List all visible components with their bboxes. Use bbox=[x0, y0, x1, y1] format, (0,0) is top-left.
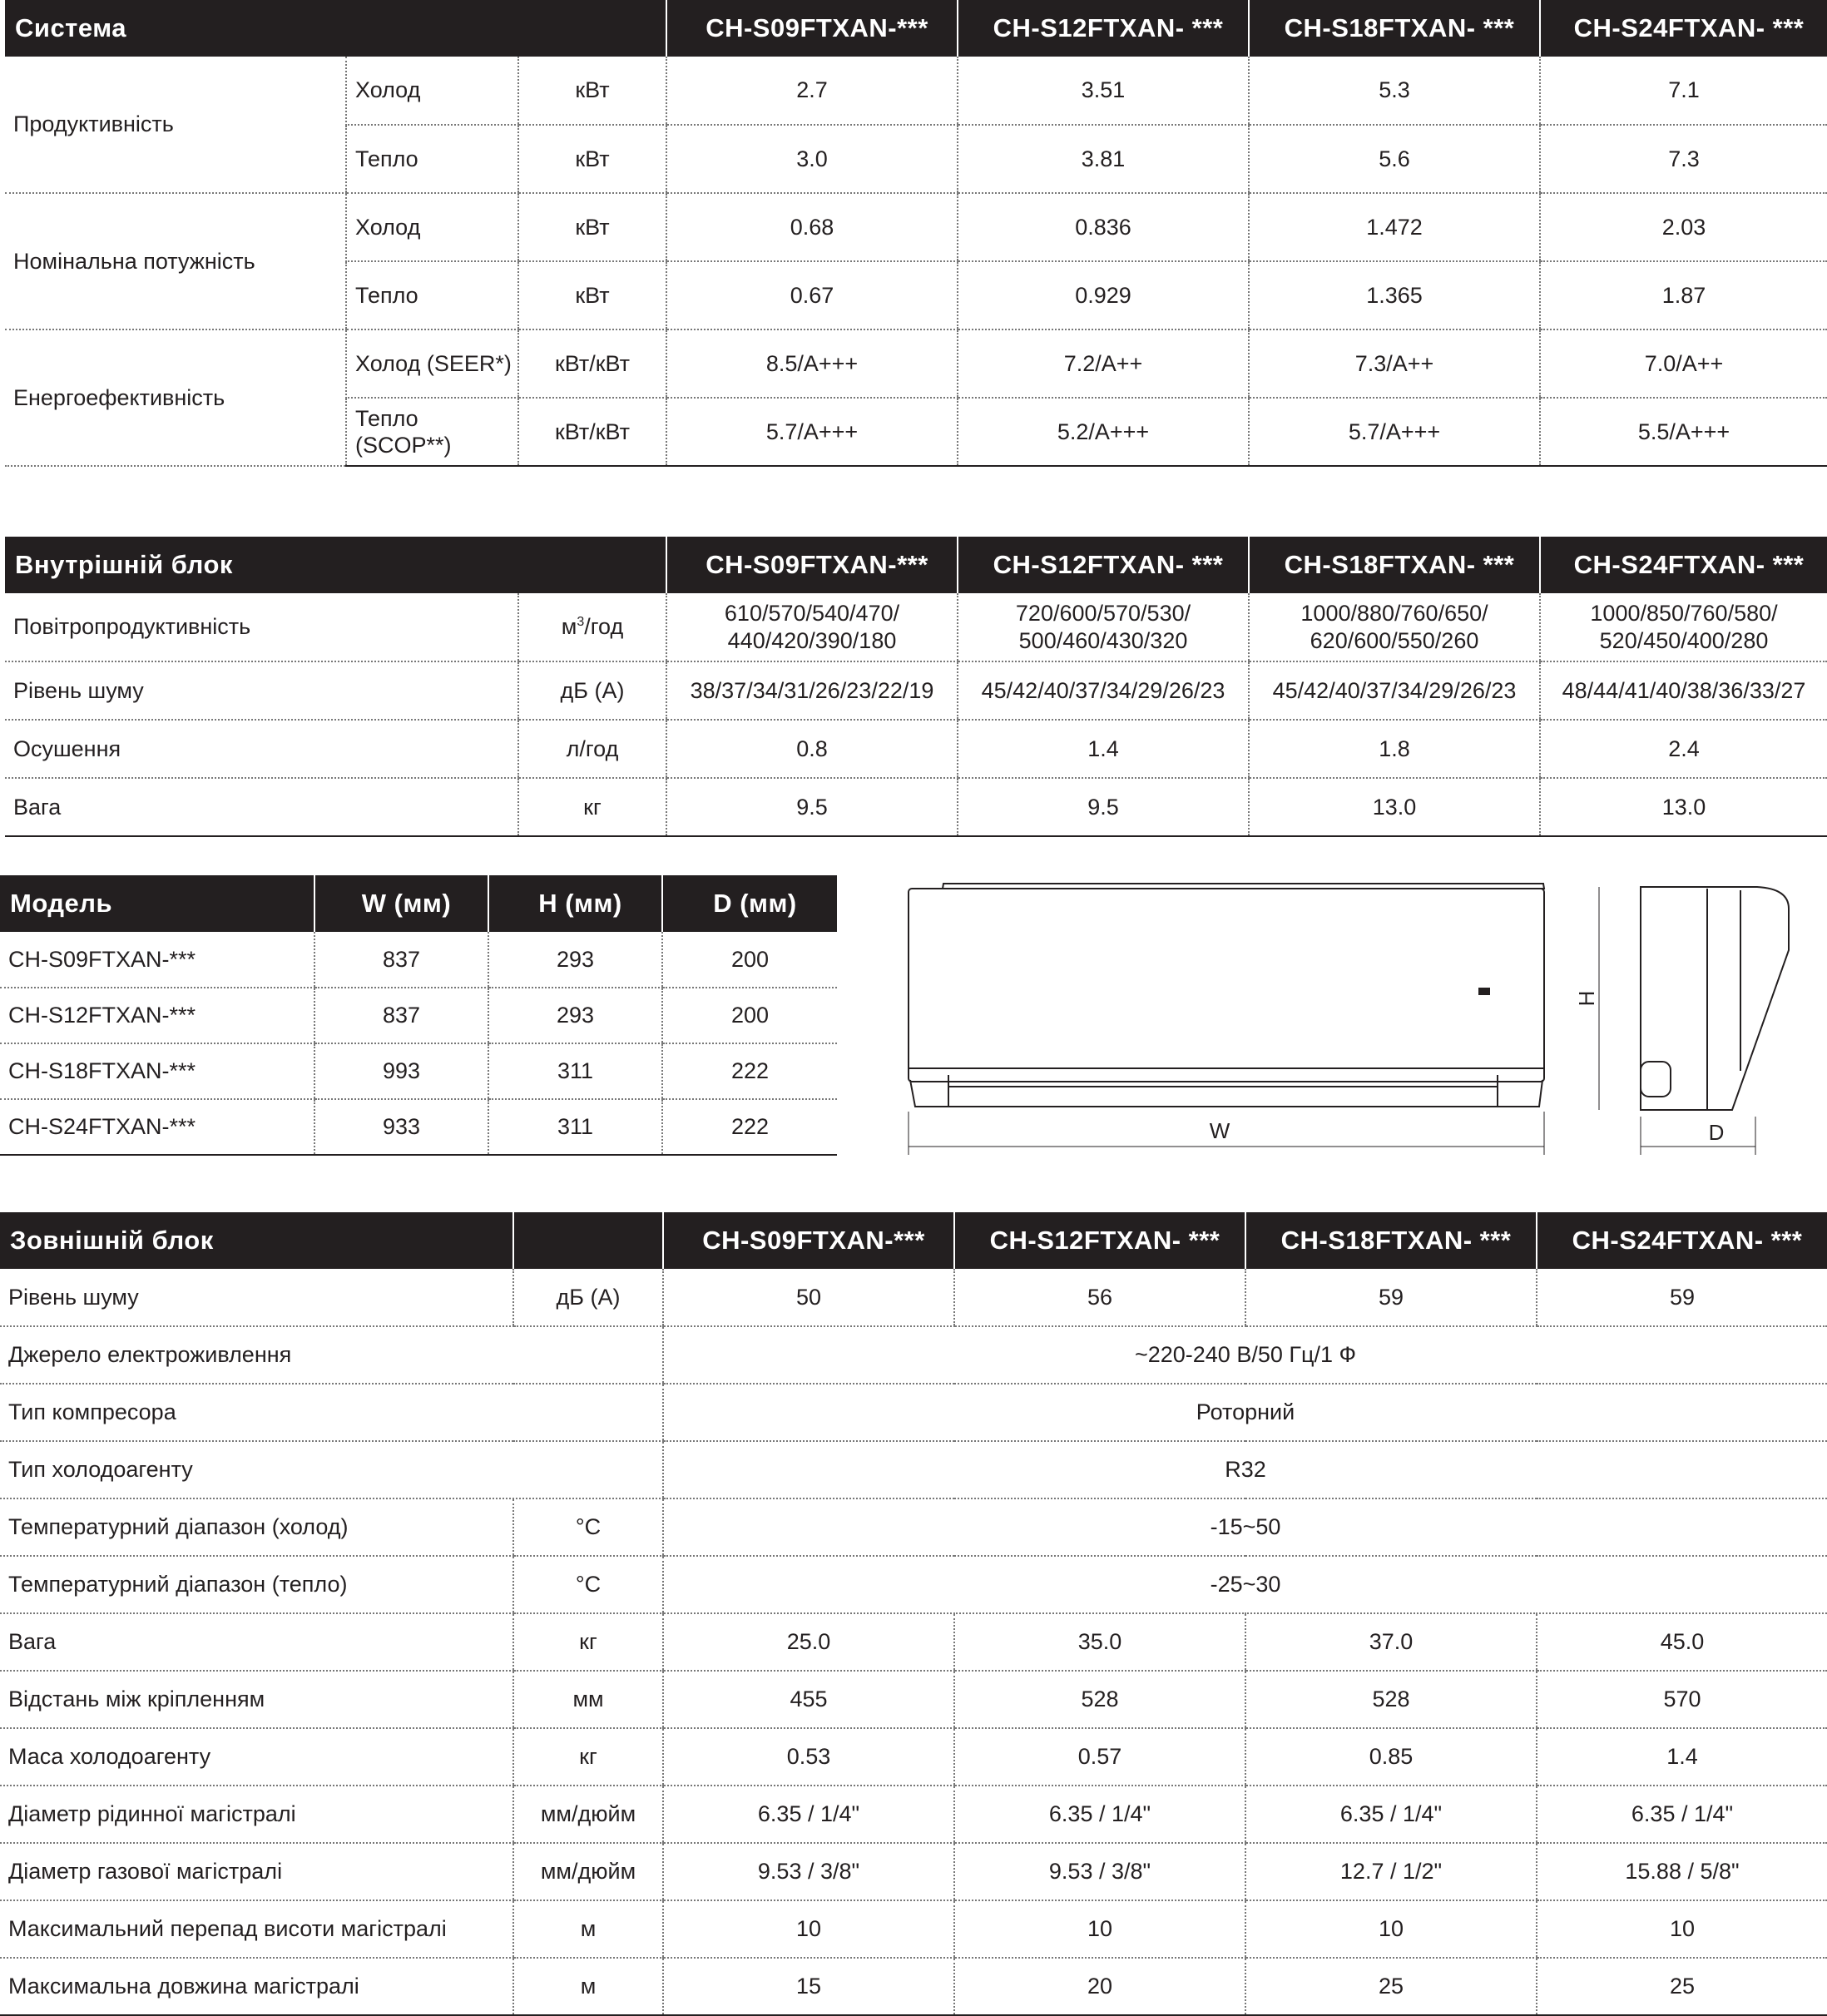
value-cell: 200 bbox=[662, 932, 837, 988]
mode-label: Холод bbox=[346, 193, 518, 261]
value-cell: 2.4 bbox=[1540, 720, 1827, 778]
front-view bbox=[909, 884, 1544, 1155]
row-label: Вага bbox=[0, 1613, 513, 1671]
model-cell: CH-S24FTXAN-*** bbox=[0, 1099, 314, 1155]
mode-label: Холод bbox=[346, 57, 518, 125]
value-cell: 293 bbox=[488, 932, 662, 988]
value-cell: 311 bbox=[488, 1099, 662, 1155]
row-label: Рівень шуму bbox=[5, 661, 518, 720]
dimensions-header: Модель bbox=[0, 875, 314, 932]
unit-cell: мм/дюйм bbox=[513, 1843, 663, 1900]
value-cell: 59 bbox=[1245, 1269, 1537, 1326]
model-header: CH-S18FTXAN- *** bbox=[1245, 1212, 1537, 1269]
value-cell: 59 bbox=[1537, 1269, 1827, 1326]
row-label: Максимальна довжина магістралі bbox=[0, 1958, 513, 2015]
value-cell: 837 bbox=[314, 932, 488, 988]
height-label: H bbox=[1574, 990, 1599, 1007]
row-label: Вага bbox=[5, 778, 518, 836]
value-cell: 5.6 bbox=[1249, 125, 1540, 193]
unit-cell: $м^3$/год bbox=[518, 593, 666, 661]
value-cell: 9.53 / 3/8" bbox=[663, 1843, 954, 1900]
value-cell: 2.03 bbox=[1540, 193, 1827, 261]
model-header: CH-S09FTXAN-*** bbox=[666, 537, 958, 593]
value-cell: 5.7/A+++ bbox=[666, 398, 958, 466]
outdoor-title: Зовнішній блок bbox=[0, 1212, 513, 1269]
value-cell: 48/44/41/40/38/36/33/27 bbox=[1540, 661, 1827, 720]
dimensions-header: W (мм) bbox=[314, 875, 488, 932]
value-cell: 13.0 bbox=[1249, 778, 1540, 836]
value-cell: 0.53 bbox=[663, 1728, 954, 1786]
value-cell: 293 bbox=[488, 988, 662, 1043]
unit-cell: °С bbox=[513, 1556, 663, 1613]
value-cell: 10 bbox=[954, 1900, 1245, 1958]
model-header: CH-S18FTXAN- *** bbox=[1249, 0, 1540, 57]
unit-cell: °С bbox=[513, 1498, 663, 1556]
group-label: Енергоефективність bbox=[5, 329, 346, 466]
value-cell: 6.35 / 1/4" bbox=[663, 1786, 954, 1843]
unit-cell: л/год bbox=[518, 720, 666, 778]
system-title: Система bbox=[5, 0, 666, 57]
row-label: Температурний діапазон (холод) bbox=[0, 1498, 513, 1556]
value-cell: 13.0 bbox=[1540, 778, 1827, 836]
value-cell: 35.0 bbox=[954, 1613, 1245, 1671]
value-cell: 1.472 bbox=[1249, 193, 1540, 261]
model-header: CH-S18FTXAN- *** bbox=[1249, 537, 1540, 593]
value-cell: 720/600/570/530/ 500/460/430/320 bbox=[958, 593, 1249, 661]
row-label: Тип компресора bbox=[0, 1384, 663, 1441]
model-header: CH-S12FTXAN- *** bbox=[954, 1212, 1245, 1269]
value-cell: 7.3 bbox=[1540, 125, 1827, 193]
model-header: CH-S12FTXAN- *** bbox=[958, 0, 1249, 57]
value-cell: 0.68 bbox=[666, 193, 958, 261]
header-empty bbox=[513, 1212, 663, 1269]
mode-label: Холод (SEER*) bbox=[346, 329, 518, 398]
outdoor-unit-table bbox=[0, 1212, 1827, 2016]
row-label: Температурний діапазон (тепло) bbox=[0, 1556, 513, 1613]
unit-cell: кВт bbox=[518, 261, 666, 329]
system-table bbox=[5, 0, 1827, 467]
unit-cell: кВт/кВт bbox=[518, 329, 666, 398]
value-cell: 933 bbox=[314, 1099, 488, 1155]
side-view bbox=[1599, 887, 1789, 1155]
value-cell: 1000/850/760/580/ 520/450/400/280 bbox=[1540, 593, 1827, 661]
value-cell: 0.57 bbox=[954, 1728, 1245, 1786]
model-cell: CH-S09FTXAN-*** bbox=[0, 932, 314, 988]
value-cell: 2.7 bbox=[666, 57, 958, 125]
value-cell: 5.2/A+++ bbox=[958, 398, 1249, 466]
value-cell: 45.0 bbox=[1537, 1613, 1827, 1671]
value-cell: 9.5 bbox=[958, 778, 1249, 836]
span-value-cell: -25~30 bbox=[663, 1556, 1827, 1613]
value-cell: 0.836 bbox=[958, 193, 1249, 261]
row-label: Маса холодоагенту bbox=[0, 1728, 513, 1786]
value-cell: 25.0 bbox=[663, 1613, 954, 1671]
dimensions-header: D (мм) bbox=[662, 875, 837, 932]
unit-cell: кг bbox=[513, 1613, 663, 1671]
group-label: Номінальна потужність bbox=[5, 193, 346, 329]
mode-label: Тепло (SCOP**) bbox=[346, 398, 518, 466]
unit-cell: дБ (А) bbox=[518, 661, 666, 720]
value-cell: 1000/880/760/650/ 620/600/550/260 bbox=[1249, 593, 1540, 661]
unit-cell: кВт/кВт bbox=[518, 398, 666, 466]
value-cell: 25 bbox=[1537, 1958, 1827, 2015]
value-cell: 45/42/40/37/34/29/26/23 bbox=[1249, 661, 1540, 720]
width-label: W bbox=[1209, 1118, 1230, 1143]
value-cell: 570 bbox=[1537, 1671, 1827, 1728]
mode-label: Тепло bbox=[346, 125, 518, 193]
value-cell: 6.35 / 1/4" bbox=[954, 1786, 1245, 1843]
value-cell: 993 bbox=[314, 1043, 488, 1099]
row-label: Повітропродуктивність bbox=[5, 593, 518, 661]
value-cell: 15.88 / 5/8" bbox=[1537, 1843, 1827, 1900]
value-cell: 1.87 bbox=[1540, 261, 1827, 329]
value-cell: 3.51 bbox=[958, 57, 1249, 125]
unit-cell: м bbox=[513, 1900, 663, 1958]
unit-cell: кВт bbox=[518, 193, 666, 261]
row-label: Рівень шуму bbox=[0, 1269, 513, 1326]
value-cell: 38/37/34/31/26/23/22/19 bbox=[666, 661, 958, 720]
unit-cell: м bbox=[513, 1958, 663, 2015]
model-cell: CH-S18FTXAN-*** bbox=[0, 1043, 314, 1099]
value-cell: 7.3/A++ bbox=[1249, 329, 1540, 398]
value-cell: 3.0 bbox=[666, 125, 958, 193]
value-cell: 20 bbox=[954, 1958, 1245, 2015]
mode-label: Тепло bbox=[346, 261, 518, 329]
model-header: CH-S09FTXAN-*** bbox=[663, 1212, 954, 1269]
dimensions-table bbox=[0, 875, 837, 1156]
value-cell: 50 bbox=[663, 1269, 954, 1326]
span-value-cell: R32 bbox=[663, 1441, 1827, 1498]
value-cell: 222 bbox=[662, 1099, 837, 1155]
value-cell: 37.0 bbox=[1245, 1613, 1537, 1671]
value-cell: 528 bbox=[1245, 1671, 1537, 1728]
unit-cell: кВт bbox=[518, 125, 666, 193]
indoor-unit-drawing bbox=[899, 875, 1827, 1175]
unit-cell: дБ (А) bbox=[513, 1269, 663, 1326]
indoor-unit-table bbox=[5, 537, 1827, 837]
model-header: CH-S12FTXAN- *** bbox=[958, 537, 1249, 593]
value-cell: 455 bbox=[663, 1671, 954, 1728]
model-cell: CH-S12FTXAN-*** bbox=[0, 988, 314, 1043]
value-cell: 9.5 bbox=[666, 778, 958, 836]
unit-cell: кг bbox=[513, 1728, 663, 1786]
span-value-cell: -15~50 bbox=[663, 1498, 1827, 1556]
group-label: Продуктивність bbox=[5, 57, 346, 193]
value-cell: 6.35 / 1/4" bbox=[1245, 1786, 1537, 1843]
value-cell: 1.4 bbox=[958, 720, 1249, 778]
unit-cell: мм/дюйм bbox=[513, 1786, 663, 1843]
value-cell: 7.2/A++ bbox=[958, 329, 1249, 398]
unit-cell: кВт bbox=[518, 57, 666, 125]
model-header: CH-S24FTXAN- *** bbox=[1540, 537, 1827, 593]
span-value-cell: Роторний bbox=[663, 1384, 1827, 1441]
value-cell: 837 bbox=[314, 988, 488, 1043]
value-cell: 222 bbox=[662, 1043, 837, 1099]
value-cell: 7.1 bbox=[1540, 57, 1827, 125]
value-cell: 10 bbox=[663, 1900, 954, 1958]
value-cell: 10 bbox=[1245, 1900, 1537, 1958]
value-cell: 3.81 bbox=[958, 125, 1249, 193]
row-label: Діаметр газової магістралі bbox=[0, 1843, 513, 1900]
value-cell: 56 bbox=[954, 1269, 1245, 1326]
value-cell: 0.8 bbox=[666, 720, 958, 778]
value-cell: 1.365 bbox=[1249, 261, 1540, 329]
unit-cell: мм bbox=[513, 1671, 663, 1728]
value-cell: 0.929 bbox=[958, 261, 1249, 329]
span-value-cell: ~220-240 В/50 Гц/1 Ф bbox=[663, 1326, 1827, 1384]
row-label: Джерело електроживлення bbox=[0, 1326, 663, 1384]
value-cell: 5.3 bbox=[1249, 57, 1540, 125]
indoor-title: Внутрішній блок bbox=[5, 537, 666, 593]
value-cell: 12.7 / 1/2" bbox=[1245, 1843, 1537, 1900]
value-cell: 10 bbox=[1537, 1900, 1827, 1958]
model-header: CH-S24FTXAN- *** bbox=[1540, 0, 1827, 57]
value-cell: 1.8 bbox=[1249, 720, 1540, 778]
value-cell: 6.35 / 1/4" bbox=[1537, 1786, 1827, 1843]
value-cell: 0.67 bbox=[666, 261, 958, 329]
value-cell: 45/42/40/37/34/29/26/23 bbox=[958, 661, 1249, 720]
value-cell: 1.4 bbox=[1537, 1728, 1827, 1786]
value-cell: 9.53 / 3/8" bbox=[954, 1843, 1245, 1900]
value-cell: 5.7/A+++ bbox=[1249, 398, 1540, 466]
value-cell: 15 bbox=[663, 1958, 954, 2015]
row-label: Максимальний перепад висоти магістралі bbox=[0, 1900, 513, 1958]
value-cell: 25 bbox=[1245, 1958, 1537, 2015]
value-cell: 311 bbox=[488, 1043, 662, 1099]
depth-label: D bbox=[1708, 1120, 1725, 1145]
unit-cell: кг bbox=[518, 778, 666, 836]
row-label: Тип холодоагенту bbox=[0, 1441, 663, 1498]
model-header: CH-S24FTXAN- *** bbox=[1537, 1212, 1827, 1269]
value-cell: 5.5/A+++ bbox=[1540, 398, 1827, 466]
value-cell: 0.85 bbox=[1245, 1728, 1537, 1786]
dimensions-header: H (мм) bbox=[488, 875, 662, 932]
value-cell: 7.0/A++ bbox=[1540, 329, 1827, 398]
value-cell: 528 bbox=[954, 1671, 1245, 1728]
value-cell: 8.5/A+++ bbox=[666, 329, 958, 398]
value-cell: 610/570/540/470/ 440/420/390/180 bbox=[666, 593, 958, 661]
model-header: CH-S09FTXAN-*** bbox=[666, 0, 958, 57]
row-label: Відстань між кріпленням bbox=[0, 1671, 513, 1728]
value-cell: 200 bbox=[662, 988, 837, 1043]
row-label: Осушення bbox=[5, 720, 518, 778]
row-label: Діаметр рідинної магістралі bbox=[0, 1786, 513, 1843]
